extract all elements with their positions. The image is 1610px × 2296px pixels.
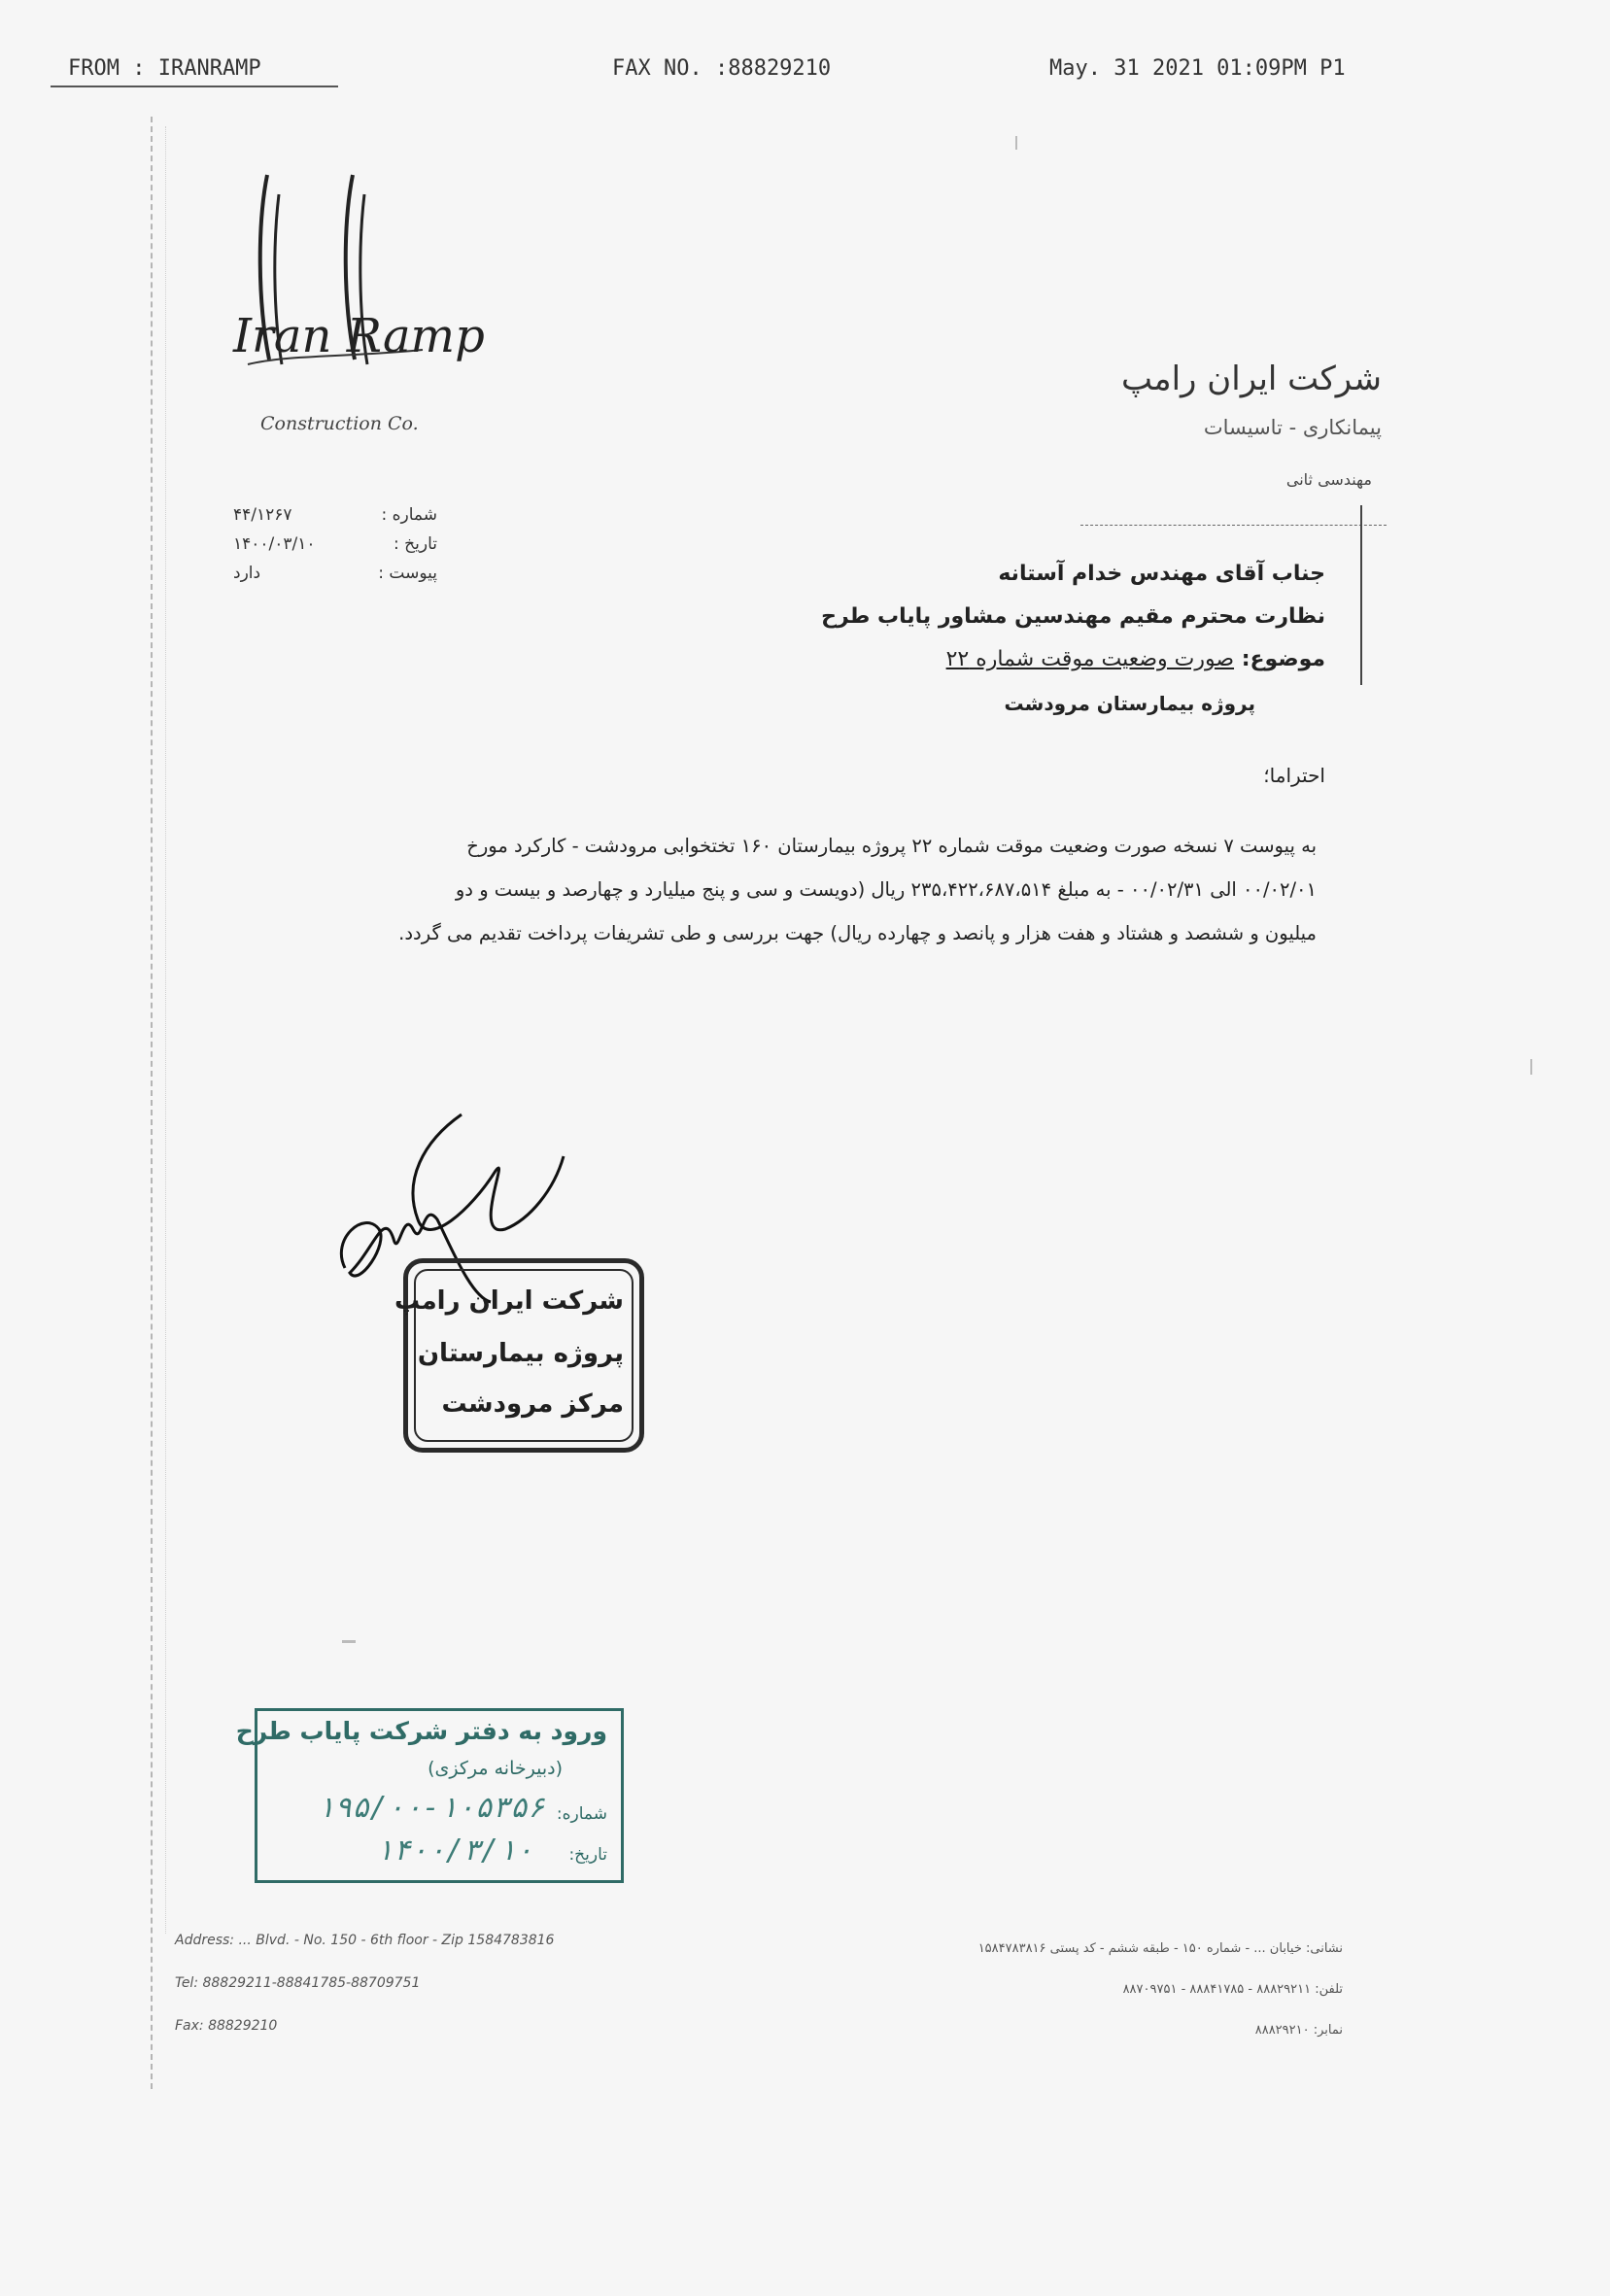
received-stamp-title: ورود به دفتر شرکت پایاب طرح — [235, 1717, 607, 1745]
reference-date-row — [233, 530, 437, 559]
footer-en-line-3: Fax: 88829210 — [175, 2018, 278, 2034]
scan-artifact-line — [165, 126, 166, 1934]
reference-number-value: ۴۴/۱۲۶۷ — [233, 505, 292, 525]
address-divider — [1080, 525, 1387, 526]
reference-attachment-label: پیوست : — [378, 564, 437, 583]
footer-address-en — [175, 1919, 554, 2047]
reference-number-label: شماره : — [381, 505, 437, 525]
reference-attachment-row — [233, 559, 437, 588]
stamp-line-3: مرکز مرودشت — [441, 1389, 624, 1419]
footer-en-line-2: Tel: 88829211-88841785-88709751 — [175, 1975, 421, 1991]
logo-subtitle: Construction Co. — [260, 413, 419, 434]
footer-address-fa — [978, 1929, 1343, 2051]
project-name: پروژه بیمارستان مرودشت — [1004, 692, 1255, 715]
subject-value: صورت وضعیت موقت شماره ۲۲ — [945, 647, 1235, 671]
fax-number: FAX NO. :88829210 — [612, 56, 832, 81]
addressee-line-1: جناب آقای مهندس خدام آستانه — [998, 562, 1325, 586]
fax-datetime: May. 31 2021 01:09PM P1 — [1049, 56, 1346, 81]
scan-speck — [1015, 136, 1017, 150]
body-line-1: به پیوست ۷ نسخه صورت وضعیت موقت شماره ۲۲ پروژه بیمارستان ۱۶۰ تختخوابی مرودشت - کارکرد مورخ — [466, 835, 1317, 857]
fax-header — [0, 51, 1610, 89]
company-subtitle-2: مهندسی ثانی — [1285, 470, 1372, 489]
logo-text: Iran Ramp — [233, 309, 485, 363]
body-line-3: میلیون و ششصد و هشتاد و هفت هزار و پانصد و چهارده ریال) جهت بررسی و طی تشریفات پرداخت تقدیم می گردد. — [398, 922, 1317, 944]
received-date-label: تاریخ: — [568, 1845, 607, 1865]
received-stamp — [235, 1708, 624, 1883]
company-stamp — [394, 1258, 644, 1453]
greeting: احتراما؛ — [1263, 764, 1325, 787]
reference-number-row — [233, 500, 437, 530]
reference-attachment-value: دارد — [233, 564, 261, 583]
subject-label: موضوع: — [1241, 647, 1325, 671]
reference-date-value: ۱۴۰۰/۰۳/۱۰ — [233, 534, 316, 554]
footer-fa-line-2: تلفن: ۸۸۸۲۹۲۱۱ - ۸۸۸۴۱۷۸۵ - ۸۸۷۰۹۷۵۱ — [1122, 1982, 1343, 1997]
scan-artifact-line — [151, 117, 153, 2089]
footer-en-line-1: Address: ... Blvd. - No. 150 - 6th floor - Zip 1584783816 — [175, 1933, 555, 1948]
company-name: شرکت ایران رامپ — [1121, 360, 1382, 398]
reference-date-label: تاریخ : — [394, 534, 437, 554]
address-margin-line — [1360, 505, 1362, 685]
fax-from: FROM : IRANRAMP — [68, 56, 261, 81]
fax-from-underline — [51, 86, 338, 87]
scan-speck — [342, 1640, 356, 1643]
body-line-2: ۰۰/۰۲/۰۱ الی ۰۰/۰۲/۳۱ - به مبلغ ۲۳۵،۴۲۲،۶۸۷،۵۱۴ ریال (دویست و سی و پنج میلیارد و چهارصد و بیست و دو — [455, 878, 1317, 901]
scan-speck — [1530, 1059, 1532, 1075]
received-number-value: ۱۹۵/۰۰-۱۰۵۳۵۶ — [317, 1791, 545, 1825]
stamp-line-2: پروژه بیمارستان — [417, 1339, 624, 1368]
received-stamp-subtitle: (دبیرخانه مرکزی) — [428, 1758, 563, 1779]
received-number-label: شماره: — [556, 1804, 607, 1824]
addressee-block — [742, 562, 1325, 690]
company-subtitle: پیمانکاری - تاسیسات — [1203, 416, 1382, 439]
addressee-line-2: نظارت محترم مقیم مهندسین مشاور پایاب طرح — [821, 604, 1325, 629]
footer-fa-line-3: نمابر: ۸۸۸۲۹۲۱۰ — [1254, 2023, 1343, 2038]
subject-line — [742, 647, 1325, 690]
footer-fa-line-1: نشانی: خیابان ... - شماره ۱۵۰ - طبقه ششم - کد پستی ۱۵۸۴۷۸۳۸۱۶ — [977, 1941, 1343, 1956]
reference-block — [233, 500, 437, 588]
stamp-line-1: شرکت ایران رامپ — [394, 1286, 624, 1316]
received-date-value: ۱۴۰۰/۳/۱۰ — [375, 1833, 533, 1868]
letter-body — [233, 824, 1317, 955]
